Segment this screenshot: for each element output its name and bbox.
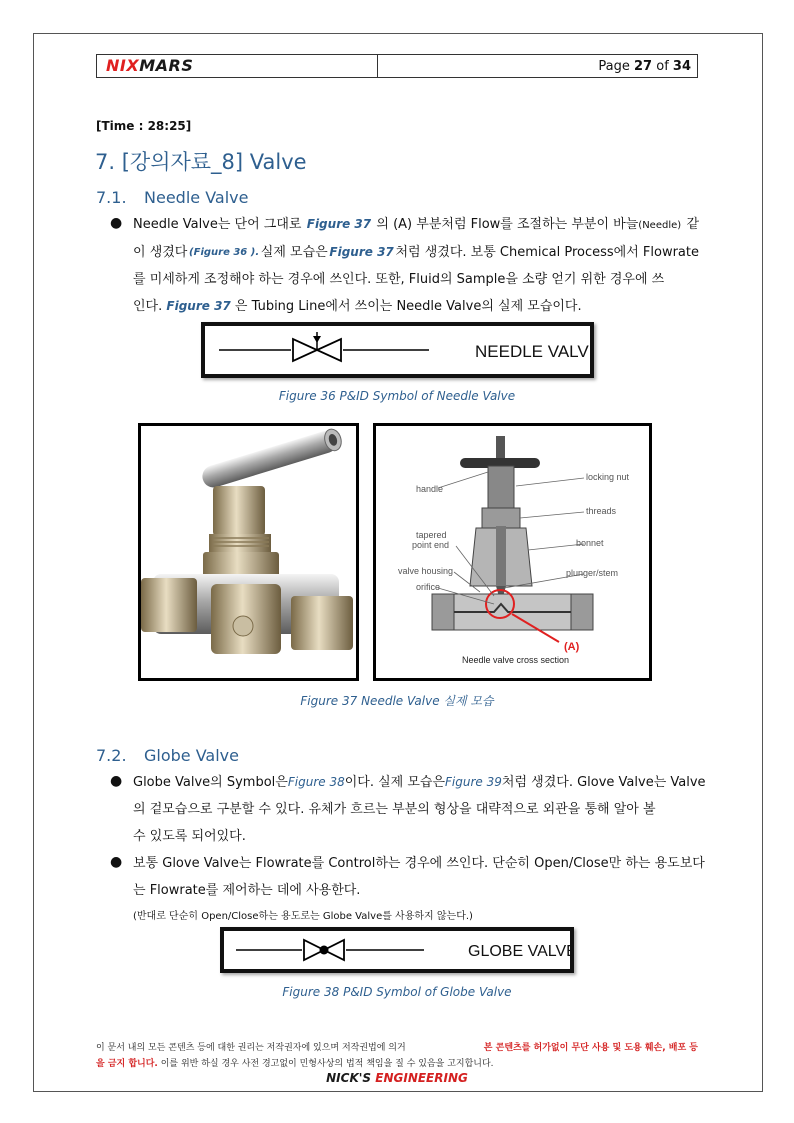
brand-part-1: NICK'S xyxy=(326,1071,372,1085)
text: 의 겉모습으로 구분할 수 있다. 유체가 흐르는 부분의 형상을 대략적으로 외관을 통해 알아 볼 xyxy=(133,802,656,817)
needle-valve-photo xyxy=(138,423,359,681)
text: 같 xyxy=(686,217,699,232)
cross-section-diagram-icon xyxy=(376,426,649,678)
label-plunger-stem: plunger/stem xyxy=(566,568,619,578)
label-threads: threads xyxy=(586,506,617,516)
figure-reference: (Figure 36 ). xyxy=(189,247,260,258)
label-point-end: point end xyxy=(412,540,450,550)
page-number xyxy=(378,55,697,77)
page-prefix: Page xyxy=(598,59,630,74)
page-of: of xyxy=(656,59,669,74)
subsection-number: 7.1. xyxy=(96,188,127,207)
para-line xyxy=(133,796,699,823)
text: 이다. 실제 모습은 xyxy=(344,775,446,790)
notice-warning: 을 금지 합니다. xyxy=(96,1059,158,1069)
needle-symbol-label: NEEDLE VALVE xyxy=(475,342,590,361)
globe-note: (반대로 단순히 Open/Close하는 용도로는 Globe Valve를 사용하지 않는다.) xyxy=(133,911,473,922)
subsection-title: Globe Valve xyxy=(144,746,239,765)
text: 인다. xyxy=(133,299,163,314)
para-line xyxy=(133,293,699,320)
figure-reference xyxy=(288,769,345,796)
page-current: 27 xyxy=(634,59,653,74)
copyright-notice xyxy=(96,1040,698,1072)
text: Needle Valve는 단어 그대로 xyxy=(133,217,302,232)
text: Globe Valve의 Symbol은 xyxy=(133,775,288,790)
figure-reference: Figure 39 xyxy=(445,775,502,789)
label-locking-nut: locking nut xyxy=(586,472,630,482)
nixmars-logo xyxy=(106,56,193,75)
figure-37-caption: Figure 37 Needle Valve 실제 모습 xyxy=(300,694,494,708)
para-line xyxy=(133,266,699,293)
needle-valve-symbol-icon xyxy=(205,326,590,374)
figure-38-caption: Figure 38 P&ID Symbol of Globe Valve xyxy=(282,985,512,999)
label-cross-section-title: Needle valve cross section xyxy=(462,655,570,665)
text: 처럼 생겼다. 보통 Chemical Process에서 Flowrate xyxy=(395,245,699,260)
text: 를 미세하게 조정해야 하는 경우에 쓰인다. 또한, Fluid의 Sample을 소량 얻기 위한 경우에 쓰 xyxy=(133,272,665,287)
figure-36-caption: Figure 36 P&ID Symbol of Needle Valve xyxy=(278,389,516,403)
label-valve-housing: valve housing xyxy=(398,566,454,576)
globe-valve-symbol-icon xyxy=(224,931,570,969)
text: 이 생겼다 xyxy=(133,245,188,260)
text: 보통 Glove Valve는 Flowrate를 Control하는 경우에 쓰인다. 단순히 Open/Close만 하는 용도보다 xyxy=(133,856,705,871)
needle-valve-cross-section xyxy=(373,423,652,681)
text: 는 Flowrate를 제어하는 데에 사용한다. xyxy=(133,883,361,898)
notice-line xyxy=(96,1040,698,1056)
notice-warning: 본 콘텐츠를 허가없이 무단 사용 및 도용 훼손, 배포 등 xyxy=(483,1043,698,1053)
para-line xyxy=(133,239,699,266)
globe-paragraph-1 xyxy=(133,769,706,850)
logo-part-mars: MARS xyxy=(139,56,194,75)
text-small: (Needle) xyxy=(638,220,682,231)
brand-part-2: ENGINEERING xyxy=(375,1071,468,1085)
text: 의 (A) 부분처럼 Flow를 조절하는 부분이 바늘 xyxy=(376,217,639,232)
para-line xyxy=(133,823,699,850)
text: 실제 모습은 xyxy=(260,245,328,260)
notice-text: 이 문서 내의 모든 콘텐츠 등에 대한 권리는 저작권자에 있으며 저작권법에 의거 xyxy=(96,1043,406,1053)
subsection-needle-heading xyxy=(96,188,248,207)
page-total: 34 xyxy=(672,59,691,74)
globe-symbol-label: GLOBE VALVE xyxy=(468,943,570,960)
label-bonnet: bonnet xyxy=(576,538,604,548)
label-handle: handle xyxy=(416,484,444,494)
needle-paragraph xyxy=(133,211,699,320)
figure-ref-text: Figure 38 xyxy=(287,775,345,789)
label-orifice: orifice xyxy=(416,582,441,592)
bullet-dot: ● xyxy=(110,773,123,789)
notice-line xyxy=(96,1056,698,1072)
label-a: (A) xyxy=(564,641,580,653)
section-title: 7. [강의자료_8] Valve xyxy=(95,150,307,174)
subsection-globe-heading xyxy=(96,746,239,765)
header-logo-cell xyxy=(97,55,378,77)
bullet-dot: ● xyxy=(110,854,123,870)
footer-brand xyxy=(0,1071,794,1085)
figure-reference: Figure 37 xyxy=(306,217,372,231)
figure-reference: Figure 37 xyxy=(166,299,231,313)
para-line xyxy=(133,850,705,877)
subsection-title: Needle Valve xyxy=(144,188,249,207)
globe-valve-symbol-box xyxy=(220,927,574,973)
page-header xyxy=(96,54,698,78)
time-stamp: [Time : 28:25] xyxy=(96,119,192,133)
page-bottom-rule xyxy=(33,1091,762,1092)
text: 은 Tubing Line에서 쓰이는 Needle Valve의 실제 모습이다. xyxy=(234,299,582,314)
needle-valve-photo-icon xyxy=(141,426,356,678)
subsection-number: 7.2. xyxy=(96,746,127,765)
notice-text: 이를 위반 하실 경우 사전 경고없이 민형사상의 법적 책임을 질 수 있음을 고지합니다. xyxy=(160,1059,494,1069)
para-line xyxy=(133,211,699,239)
text-group xyxy=(376,211,681,239)
label-tapered: tapered xyxy=(416,530,447,540)
figure-reference: Figure 37 xyxy=(329,245,394,259)
bullet-dot: ● xyxy=(110,215,123,231)
text: 수 있도록 되어있다. xyxy=(133,829,246,844)
para-line xyxy=(133,769,706,796)
logo-part-nix: NIX xyxy=(106,56,140,75)
text: 처럼 생겼다. Glove Valve는 Valve xyxy=(501,775,706,790)
needle-valve-symbol-box xyxy=(201,322,594,378)
para-line xyxy=(133,877,699,904)
globe-paragraph-2 xyxy=(133,850,705,904)
